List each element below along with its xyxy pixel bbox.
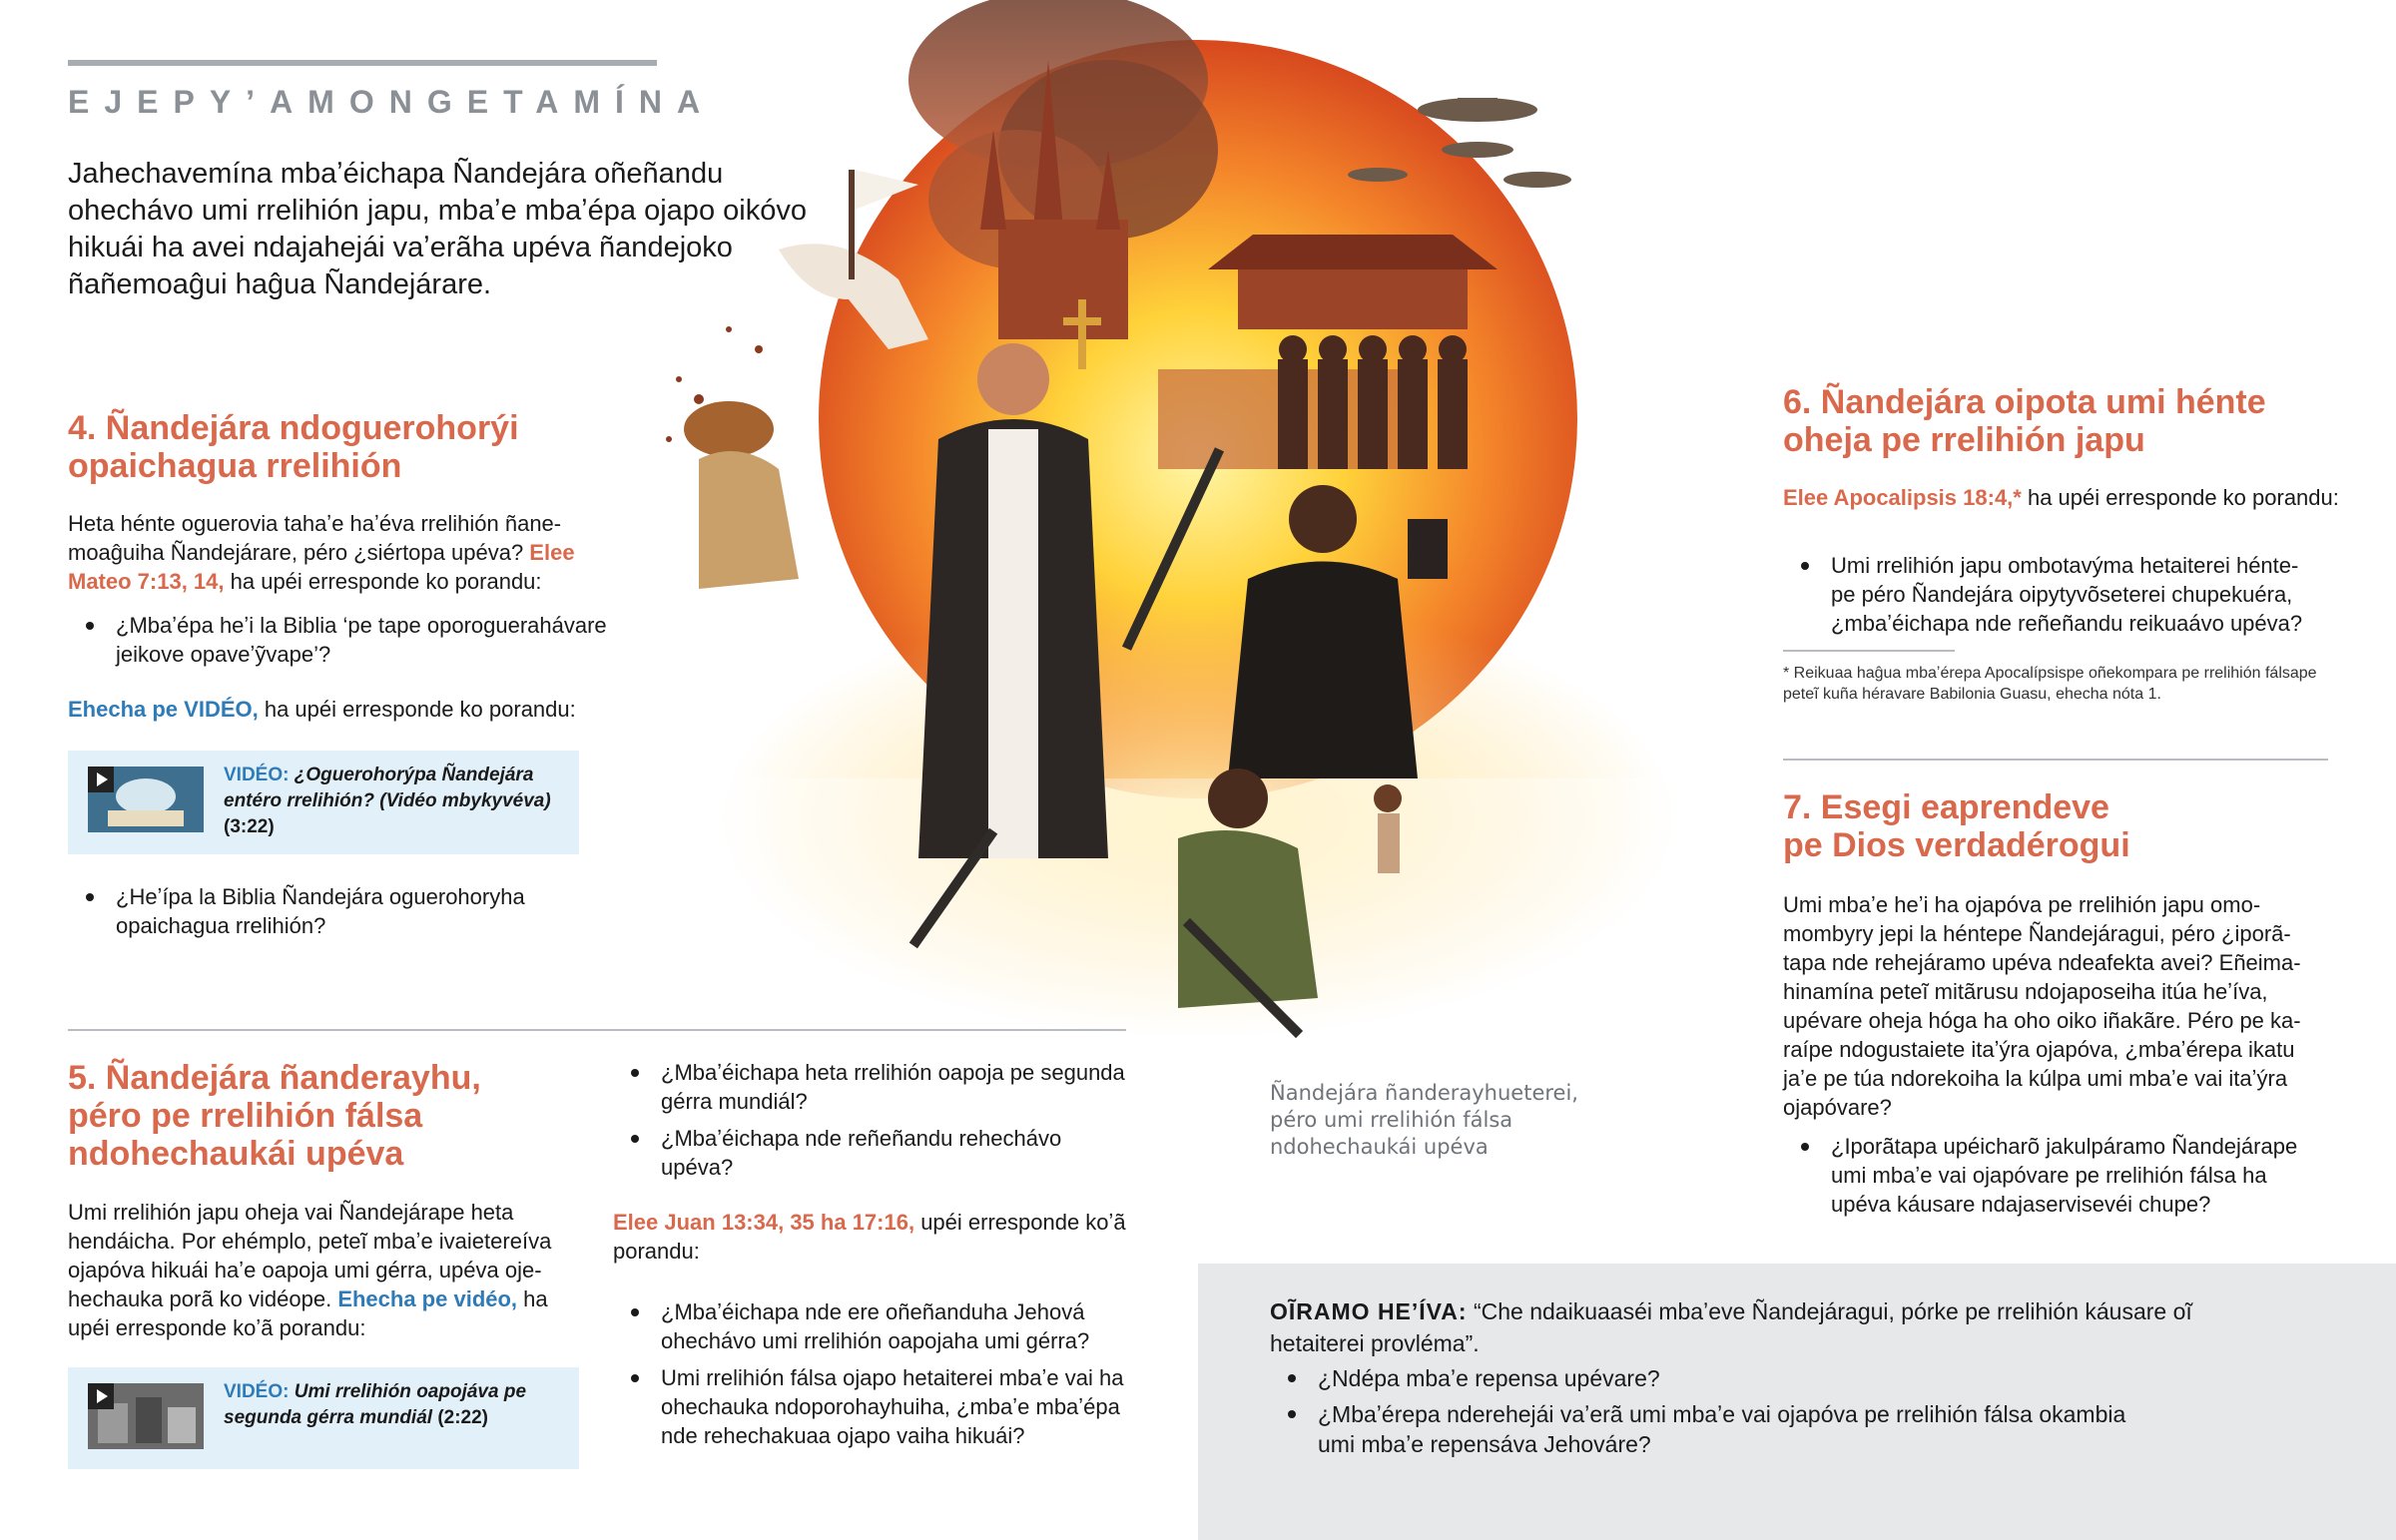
footnote-marker[interactable]: * (2013, 485, 2022, 510)
section-7-title-line2: pe Dios verdadérogui (1783, 826, 2130, 864)
video-card-ww2[interactable] (68, 1367, 579, 1469)
section-5-title-line2: péro pe rrelihión fálsa (68, 1097, 423, 1135)
section-4-heading (68, 409, 627, 485)
religion-war-illustration (639, 0, 1757, 1058)
section-6-title-line1: 6. Ñandejára oipota umi hénte (1783, 383, 2266, 421)
section-5-questions-a (613, 1058, 1132, 1182)
question-item: Umi rrelihión japu ombotavýma hetaiterei hénte-pe péro Ñandejára oipytyvõseterei chupekuéra, ¿mbaʼéichapa nde reñeñandu reikuaávo upéva? (1783, 551, 2322, 638)
objection-questions (1270, 1363, 2168, 1459)
video-link[interactable]: Ehecha pe VIDÉO, (68, 697, 259, 722)
section-divider (1783, 759, 2328, 761)
video-title[interactable] (224, 1379, 565, 1431)
section-5-heading (68, 1059, 587, 1173)
objection-label: OĨRAMO HEʼÍVA: (1270, 1298, 1468, 1324)
scripture-ref-juan[interactable]: Elee Juan 13:34, 35 ha 17:16, (613, 1210, 915, 1235)
question-item: ¿Iporãtapa upéicharõ jakulpáramo Ñandejárape umi mbaʼe vai ojapóvare pe rrelihión fálsa ha upéva káusare ndajaservisevéi chupe? (1783, 1132, 2322, 1219)
play-icon[interactable] (88, 1383, 114, 1409)
section-kicker: EJEPY’AMONGETAMÍNA (68, 84, 716, 120)
section-4-text: Heta hénte oguerovia tahaʼe haʼéva rrelihión ñane-moaĝuiha Ñandejárare, péro ¿siértopa upéva? (68, 511, 562, 565)
scripture-prompt-text: ha upéi erresponde ko porandu: (2021, 485, 2339, 510)
section-5-paragraph (68, 1198, 567, 1342)
section-4-text-after: ha upéi erresponde ko porandu: (224, 569, 542, 594)
play-icon[interactable] (88, 767, 114, 792)
section-4-video-prompt (68, 695, 667, 724)
section-5-text-after: ha upéi erresponde koʼã porandu: (68, 1286, 548, 1340)
section-6-questions (1783, 551, 2322, 638)
video-duration: (3:22) (224, 816, 275, 837)
section-6-heading (1783, 383, 2342, 459)
video-card-religions[interactable] (68, 751, 579, 854)
video-link[interactable]: Ehecha pe vidéo, (337, 1286, 518, 1311)
section-6-title-line2: oheja pe rrelihión japu (1783, 421, 2145, 459)
video-title[interactable] (224, 763, 565, 840)
question-item: ¿Mbaʼépa heʼi la Biblia ‘pe tape oporoguerahávare jeikove opaveʼỹvape’? (68, 611, 627, 669)
scripture-prompt-text: upéi erresponde koʼã porandu: (613, 1210, 1126, 1264)
video-duration: (2:22) (432, 1407, 489, 1428)
objection-quote: “Che ndaikuaaséi mbaʼeve Ñandejáragui, pórke pe rrelihión káusare oĩ hetaiterei provléma”. (1270, 1298, 2192, 1356)
scripture-ref-mateo[interactable]: Elee Mateo 7:13, 14, (68, 540, 575, 594)
illustration-caption: Ñandejára ñanderayhueterei, péro umi rrelihión fálsa ndohechaukái upéva (1270, 1081, 1578, 1159)
section-5-title-line3: ndohechaukái upéva (68, 1135, 404, 1173)
section-5-questions-b (613, 1297, 1132, 1450)
section-5-scripture-prompt (613, 1208, 1132, 1266)
section-4-questions-b (68, 882, 627, 940)
question-item: ¿Ndépa mbaʼe repensa upévare? (1270, 1363, 2168, 1393)
top-rule (68, 60, 657, 66)
section-6-scripture-prompt (1783, 483, 2342, 512)
question-item: Umi rrelihión fálsa ojapo hetaiterei mbaʼe vai ha ohechauka ndoporohayhuiha, ¿mbaʼe mbaʼépa nde rehechakuaa ojapo vaiha hikuái? (613, 1363, 1132, 1450)
section-4-title-line2: opaichagua rrelihión (68, 447, 402, 485)
scripture-ref-apocalipsis[interactable]: Elee Apocalipsis 18:4, (1783, 485, 2014, 510)
intro-paragraph: Jahechavemína mbaʼéichapa Ñandejára oñeñandu ohechávo umi rrelihión japu, mbaʼe mbaʼépa ojapo oikóvo hikuái ha avei ndajahejái vaʼerãha upéva ñandejoko ñañemoaĝui haĝua Ñandejárare. (68, 158, 807, 300)
section-4-title-line1: 4. Ñandejára ndoguerohorýi (68, 409, 519, 447)
video-label: VIDÉO: (224, 1381, 290, 1402)
section-7-heading (1783, 788, 2342, 864)
video-title-text: Umi rrelihión oapojáva pe segunda gérra mundiál (224, 1381, 527, 1428)
question-item: ¿Mbaʼéichapa heta rrelihión oapoja pe segunda gérra mundiál? (613, 1058, 1132, 1116)
video-label: VIDÉO: (224, 765, 290, 785)
question-item: ¿Mbaʼérepa nderehejái vaʼerã umi mbaʼe vai ojapóva pe rrelihión fálsa okambia umi mbaʼe repensáva Jehováre? (1270, 1399, 2168, 1459)
footnote-rule (1783, 650, 1955, 652)
section-4-questions-a (68, 611, 627, 669)
section-5-text: Umi rrelihión japu oheja vai Ñandejárape heta hendáicha. Por ehémplo, peteĩ mbaʼe ivaietereíva ojapóva hikuái haʼe oapoja umi gérra, upéva oje-hechauka porã ko vidéope. (68, 1200, 552, 1311)
question-item: ¿Mbaʼéichapa nde ere oñeñanduha Jehová ohechávo umi rrelihión oapojaha umi gérra? (613, 1297, 1132, 1355)
question-item: ¿Mbaʼéichapa nde reñeñandu rehechávo upéva? (613, 1124, 1132, 1182)
question-item: ¿Heʼípa la Biblia Ñandejára oguerohoryha opaichagua rrelihión? (68, 882, 627, 940)
section-7-title-line1: 7. Esegi eaprendeve (1783, 788, 2109, 826)
footnote: * Reikuaa haĝua mbaʼérepa Apocalípsispe oñekompara pe rrelihión fálsape peteĩ kuña héravare Babilonia Guasu, ehecha nóta 1. (1783, 665, 2317, 703)
video-prompt-text: ha upéi erresponde ko porandu: (258, 697, 576, 722)
section-4-paragraph (68, 509, 597, 596)
section-divider (68, 1029, 1126, 1031)
section-5-title-line1: 5. Ñandejára ñanderayhu, (68, 1059, 481, 1097)
section-7-questions (1783, 1132, 2322, 1219)
video-thumbnail[interactable] (88, 1383, 204, 1449)
objection-statement (1270, 1295, 2218, 1359)
video-thumbnail[interactable] (88, 767, 204, 832)
section-7-paragraph: Umi mbaʼe heʼi ha ojapóva pe rrelihión japu omo-mombyry jepi la héntepe Ñandejáragui, péro ¿iporã-tapa nde rehejáramo upéva ndeafekta avei? Eñeima-hinamína peteĩ mitãrusu ndojaposeiha itúa heʼíva, upévare oheja hóga ha oho oiko iñakãre. Péro pe ka-raípe ndogustaiete itaʼýra ojapóva, ¿mbaʼérepa ikatu jaʼe pe túa ndorekoiha la kúlpa umi mbaʼe vai itaʼýra ojapóvare? (1783, 892, 2301, 1120)
video-title-text: ¿Oguerohorýpa Ñandejára entéro rrelihión? (Vidéo mbykyvéva) (224, 765, 551, 811)
